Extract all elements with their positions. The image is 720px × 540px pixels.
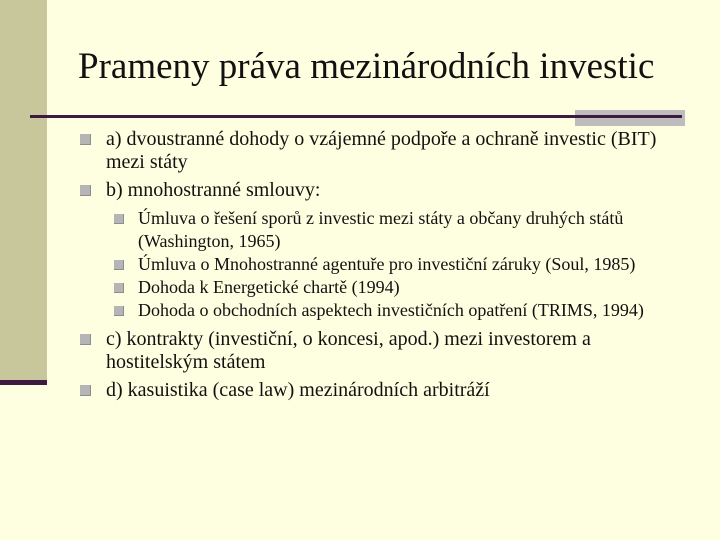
decorative-side-line: [0, 380, 47, 385]
sub-bullet-item: [80, 207, 690, 253]
bullet-text: b) mnohostranné smlouvy:: [106, 179, 321, 201]
bullet-item: [80, 328, 690, 374]
slide-title: Prameny práva mezinárodních investic: [78, 46, 655, 87]
sub-bullet-text: Dohoda o obchodních aspektech investičních opatření (TRIMS, 1994): [138, 300, 644, 320]
sub-bullet-item: [80, 253, 690, 276]
sub-bullet-text: Úmluva o Mnohostranné agentuře pro investiční záruky (Soul, 1985): [138, 254, 636, 274]
square-bullet-icon: [80, 134, 91, 145]
square-bullet-icon: [80, 334, 91, 345]
bullet-text: c) kontrakty (investiční, o koncesi, apod.) mezi investorem a hostitelským státem: [106, 328, 591, 373]
title-divider: [30, 115, 682, 118]
bullet-text: a) dvoustranné dohody o vzájemné podpoře a ochraně investic (BIT) mezi státy: [106, 128, 657, 173]
bullet-text: d) kasuistika (case law) mezinárodních arbitráží: [106, 379, 490, 401]
square-bullet-icon: [80, 385, 91, 396]
decorative-rule-accent: [575, 110, 685, 126]
sub-bullet-list: [80, 207, 690, 322]
sub-bullet-item: [80, 276, 690, 299]
square-bullet-icon: [114, 283, 124, 293]
sub-bullet-text: Dohoda k Energetické chartě (1994): [138, 277, 400, 297]
sub-bullet-item: [80, 299, 690, 322]
bullet-item: [80, 379, 690, 402]
sub-bullet-text: Úmluva o řešení sporů z investic mezi státy a občany druhých států (Washington, 1965): [138, 208, 624, 251]
square-bullet-icon: [80, 185, 91, 196]
square-bullet-icon: [114, 214, 124, 224]
decorative-side-band: [0, 0, 47, 383]
bullet-item: [80, 128, 690, 174]
square-bullet-icon: [114, 306, 124, 316]
square-bullet-icon: [114, 260, 124, 270]
bullet-item: [80, 179, 690, 202]
bullet-list: [80, 128, 690, 407]
